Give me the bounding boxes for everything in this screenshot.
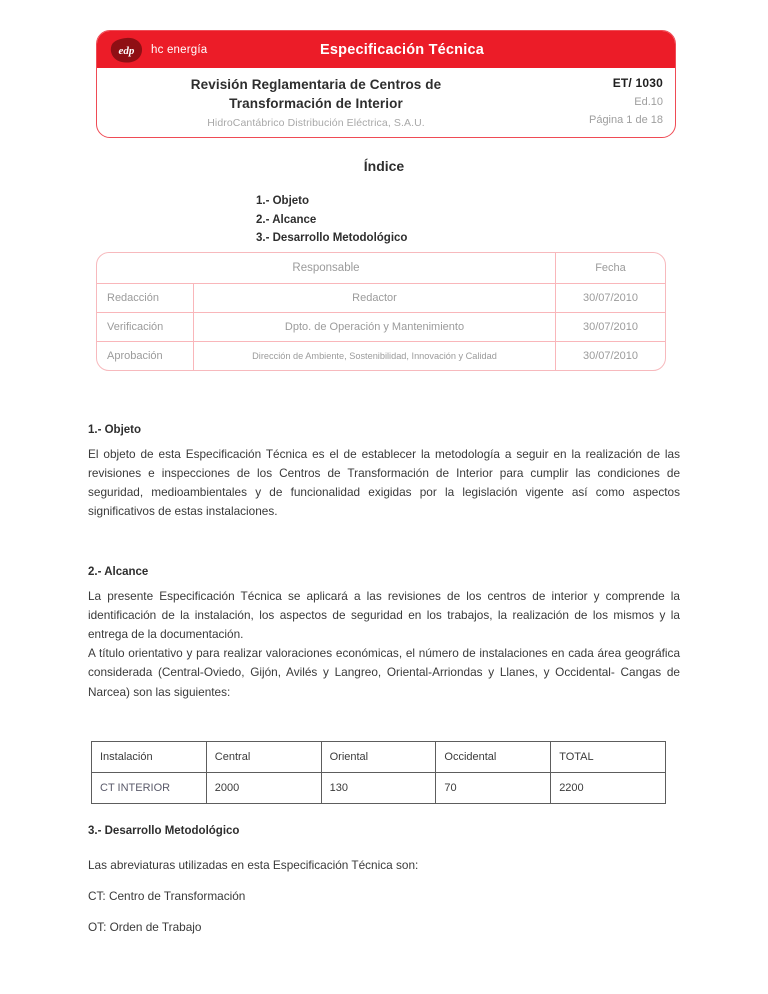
header-body <box>97 68 675 137</box>
index-heading: Índice <box>363 158 405 174</box>
row-date: 30/07/2010 <box>555 284 665 312</box>
table-row <box>97 341 665 370</box>
abbreviation-ot: OT: Orden de Trabajo <box>88 920 202 935</box>
row-role: Verificación <box>107 321 164 333</box>
row-responsible: Dirección de Ambiente, Sostenibilidad, Innovación y Calidad <box>193 342 555 370</box>
column-header-oriental: Oriental <box>321 742 436 773</box>
page-number-label: Página 1 de 18 <box>588 114 663 126</box>
section-2-paragraph-2: A título orientativo y para realizar valoraciones económicas, el número de instalaciones en cada área geográfica considerada (Central-Oviedo, Gijón, Avilés y Langreo, Oriental-Arriondas y Llanes, y Occidental- Cangas de Narcea) son las siguientes: <box>88 646 680 699</box>
table-row <box>97 312 665 341</box>
doc-edition: Ed.10 <box>634 96 663 108</box>
column-header-date: Fecha <box>555 253 665 283</box>
cell-instalacion: CT INTERIOR <box>92 773 207 804</box>
row-responsible: Redactor <box>193 284 555 312</box>
section-1-body <box>88 445 680 521</box>
column-header-occidental: Occidental <box>436 742 551 773</box>
table-row <box>92 773 666 804</box>
brand-name: hc energía <box>151 43 208 56</box>
document-header <box>96 30 676 138</box>
row-date: 30/07/2010 <box>555 313 665 341</box>
index-item-2: 2.- Alcance <box>256 213 317 226</box>
section-3-body <box>88 856 680 937</box>
header-title-block <box>97 68 535 137</box>
svg-text:edp: edp <box>118 44 135 57</box>
cell-occidental: 70 <box>436 773 551 804</box>
cell-oriental: 130 <box>321 773 436 804</box>
index-item-3: 3.- Desarrollo Metodológico <box>256 232 408 245</box>
section-3-heading: 3.- Desarrollo Metodológico <box>88 825 240 837</box>
responsible-table-header-row <box>97 253 665 283</box>
index-list <box>256 192 407 248</box>
section-2-heading: 2.- Alcance <box>88 566 149 578</box>
doc-title-line2: Transformación de Interior <box>229 96 403 112</box>
column-header-total: TOTAL <box>551 742 666 773</box>
company-subtitle: HidroCantábrico Distribución Eléctrica, S.A.U. <box>207 117 425 130</box>
abbreviation-ct: CT: Centro de Transformación <box>88 889 246 904</box>
row-responsible: Dpto. de Operación y Mantenimiento <box>193 313 555 341</box>
cell-total: 2200 <box>551 773 666 804</box>
spacer <box>88 875 680 887</box>
section-3-intro: Las abreviaturas utilizadas en esta Especificación Técnica son: <box>88 858 419 872</box>
section-1-heading: 1.- Objeto <box>88 424 142 436</box>
header-red-band <box>97 31 675 68</box>
table-header-row <box>92 742 666 773</box>
row-role: Redacción <box>107 292 159 304</box>
cell-central: 2000 <box>206 773 321 804</box>
section-1-paragraph: El objeto de esta Especificación Técnica es el de establecer la metodología a seguir en la realización de las revisiones e inspecciones de los Centros de Transformación de Interior para cumplir las condiciones de seguridad, medioambientales y de funcionalidad exigidas por la legislación vigente así como aspectos significativos de estas instalaciones. <box>88 447 680 519</box>
doc-title-line1: Revisión Reglamentaria de Centros de <box>190 77 442 92</box>
row-date: 30/07/2010 <box>555 342 665 370</box>
spacer <box>88 906 680 918</box>
responsible-table <box>96 252 666 371</box>
header-meta-block <box>535 68 675 137</box>
row-role: Aprobación <box>107 350 163 362</box>
installations-table <box>91 741 666 804</box>
column-header-instalacion: Instalación <box>92 742 207 773</box>
section-2-paragraph-1: La presente Especificación Técnica se aplicará a las revisiones de los centros de interior y comprende la identificación de la instalación, los aspectos de seguridad en los trabajos, la realización de los mismos y la entrega de la documentación. <box>88 589 680 642</box>
document-type-title: Especificación Técnica <box>320 41 484 58</box>
section-2-body <box>88 587 680 702</box>
edp-logo-icon <box>109 37 144 63</box>
column-header-central: Central <box>206 742 321 773</box>
column-header-responsible: Responsable <box>292 262 360 274</box>
brand-logo <box>97 37 249 63</box>
doc-code: ET/ 1030 <box>612 76 663 90</box>
table-row <box>97 283 665 312</box>
index-item-1: 1.- Objeto <box>256 195 310 207</box>
